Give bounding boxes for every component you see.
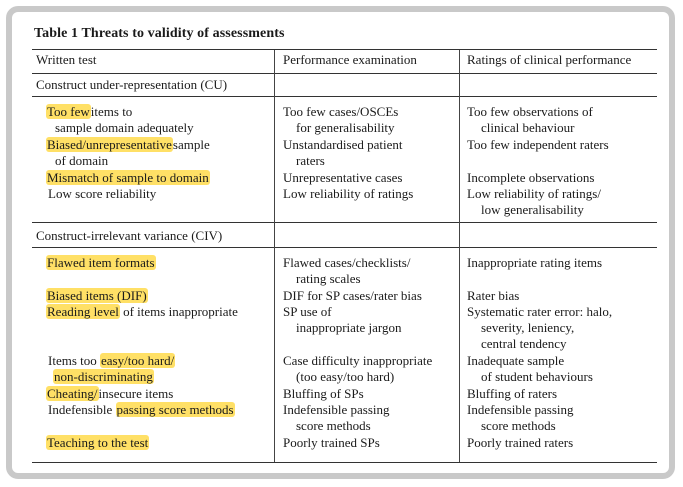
clinical-row-8-cont: of student behaviours	[481, 369, 593, 384]
written-row-4: Low score reliability	[48, 186, 157, 201]
clinical-row-2: Too few independent raters	[467, 137, 609, 152]
performance-row-7: SP use of	[283, 304, 332, 319]
clinical-row-9: Bluffing of raters	[467, 386, 558, 401]
written-row-2: Biased/unrepresentativesample	[47, 137, 210, 152]
rule-header	[32, 73, 657, 74]
highlight: passing score methods	[116, 402, 234, 417]
written-row-1: Too fewitems to	[47, 104, 133, 119]
rule-civ-section	[32, 247, 657, 248]
clinical-row-8: Inadequate sample	[467, 353, 565, 368]
section-construct-under-representation: Construct under-representation (CU)	[36, 77, 228, 92]
written-row-1-cont: sample domain adequately	[55, 120, 194, 135]
performance-row-11: Poorly trained SPs	[283, 435, 380, 450]
rule-cu-section	[32, 96, 657, 97]
performance-row-5-cont: rating scales	[296, 271, 361, 286]
written-row-2-cont: of domain	[55, 153, 109, 168]
highlight: Biased items (DIF)	[47, 288, 147, 303]
performance-row-1: Too few cases/OSCEs	[283, 104, 399, 119]
highlight: Reading level	[47, 304, 119, 319]
written-row-10: Indefensible passing score methods	[48, 402, 234, 417]
written-row-11	[46, 435, 149, 452]
performance-row-3: Unrepresentative cases	[283, 170, 403, 185]
clinical-row-7: Systematic rater error: halo,	[467, 304, 613, 319]
clinical-row-10: Indefensible passing	[467, 402, 574, 417]
rule-top	[32, 49, 657, 50]
rule-civ-top	[32, 222, 657, 223]
header-performance-examination: Performance examination	[283, 52, 417, 67]
performance-row-2: Unstandardised patient	[283, 137, 403, 152]
written-row-3	[46, 170, 210, 187]
clinical-row-1: Too few observations of	[467, 104, 593, 119]
highlight: Biased/unrepresentative	[47, 137, 172, 152]
highlight: non-discriminating	[54, 369, 153, 384]
clinical-row-7-cont-2: central tendency	[481, 336, 567, 351]
performance-row-10: Indefensible passing	[283, 402, 390, 417]
highlight: Teaching to the test	[47, 435, 149, 450]
clinical-row-7-cont: severity, leniency,	[481, 320, 575, 335]
performance-row-9: Bluffing of SPs	[283, 386, 364, 401]
performance-row-2-cont: raters	[296, 153, 325, 168]
written-row-6	[46, 288, 148, 305]
clinical-row-4-cont: low generalisability	[481, 202, 584, 217]
performance-row-10-cont: score methods	[296, 418, 371, 433]
performance-row-1-cont: for generalisability	[296, 120, 395, 135]
rule-bottom	[32, 462, 657, 463]
written-row-8-cont	[53, 369, 154, 386]
performance-row-8-cont: (too easy/too hard)	[296, 369, 395, 384]
table-title: Table 1 Threats to validity of assessments	[34, 26, 285, 41]
highlight: Too few	[47, 104, 90, 119]
highlight: Mismatch of sample to domain	[47, 170, 209, 185]
clinical-row-6: Rater bias	[467, 288, 520, 303]
highlight: Flawed item formats	[47, 255, 155, 270]
clinical-row-11: Poorly trained raters	[467, 435, 574, 450]
section-construct-irrelevant-variance: Construct-irrelevant variance (CIV)	[36, 228, 223, 243]
performance-row-5: Flawed cases/checklists/	[283, 255, 411, 270]
clinical-row-4: Low reliability of ratings/	[467, 186, 601, 201]
written-row-9: Cheating/insecure items	[47, 386, 174, 401]
column-divider-2	[459, 50, 460, 462]
clinical-row-3: Incomplete observations	[467, 170, 595, 185]
clinical-row-10-cont: score methods	[481, 418, 556, 433]
written-row-5	[46, 255, 156, 272]
header-clinical-ratings: Ratings of clinical performance	[467, 52, 632, 67]
written-row-8: Items too easy/too hard/	[48, 353, 175, 368]
header-written-test: Written test	[36, 52, 97, 67]
performance-row-8: Case difficulty inappropriate	[283, 353, 433, 368]
highlight: Cheating/	[47, 386, 98, 401]
column-divider-1	[274, 50, 275, 462]
performance-row-6: DIF for SP cases/rater bias	[283, 288, 422, 303]
written-row-7: Reading level of items inappropriate	[47, 304, 238, 319]
performance-row-4: Low reliability of ratings	[283, 186, 414, 201]
clinical-row-1-cont: clinical behaviour	[481, 120, 575, 135]
performance-row-7-cont: inappropriate jargon	[296, 320, 402, 335]
highlight: easy/too hard/	[101, 353, 175, 368]
clinical-row-5: Inappropriate rating items	[467, 255, 603, 270]
